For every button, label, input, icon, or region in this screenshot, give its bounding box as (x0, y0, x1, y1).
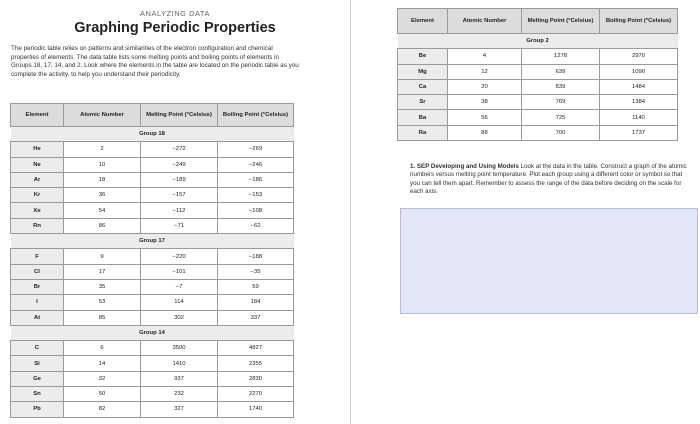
cell-melting-point: 769 (522, 95, 600, 110)
table-row (11, 172, 294, 187)
table-header-row (11, 104, 294, 127)
table-row (398, 49, 678, 64)
cell-melting-point: 839 (522, 79, 600, 94)
cell-boiling-point: 1384 (600, 95, 678, 110)
cell-element: Kr (11, 188, 64, 203)
cell-element: Xe (11, 203, 64, 218)
cell-boiling-point: 1737 (600, 125, 678, 140)
cell-melting-point: 700 (522, 125, 600, 140)
intro-paragraph: The periodic table relies on patterns and similarities of the electron configuration and chemical properties of elements. The data table lists some melting points and boiling points of elements in Groups 18, 17, 14, and 2. Look where the elements in the table are located on the periodic table as you complete the activity, to help you understand their periodicity. (11, 45, 299, 78)
header-boiling-point: Boiling Point (°Celsius) (600, 9, 678, 34)
question-number: 1. (410, 163, 416, 170)
table-row (398, 95, 678, 110)
cell-atomic-number: 20 (448, 79, 522, 94)
cell-melting-point: −272 (141, 142, 218, 157)
cell-atomic-number: 53 (64, 295, 141, 310)
header-atomic-number: Atomic Number (64, 104, 141, 127)
cell-element: Rn (11, 218, 64, 233)
header-atomic-number: Atomic Number (448, 9, 522, 34)
cell-atomic-number: 9 (64, 249, 141, 264)
header-element: Element (11, 104, 64, 127)
cell-atomic-number: 88 (448, 125, 522, 140)
header-melting-point: Melting Point (°Celsius) (522, 9, 600, 34)
cell-boiling-point: 4827 (218, 341, 294, 356)
table-row (11, 249, 294, 264)
cell-atomic-number: 2 (64, 142, 141, 157)
table-row (11, 279, 294, 294)
cell-element: Sn (11, 387, 64, 402)
group-row (398, 34, 678, 49)
table-header-row (398, 9, 678, 34)
cell-melting-point: 114 (141, 295, 218, 310)
cell-atomic-number: 85 (64, 310, 141, 325)
table-row (11, 157, 294, 172)
cell-melting-point: 3500 (141, 341, 218, 356)
element-data-table-continued (397, 8, 678, 141)
question-1 (410, 163, 692, 197)
cell-melting-point: 327 (141, 402, 218, 417)
cell-element: Ne (11, 157, 64, 172)
table-row (11, 203, 294, 218)
cell-atomic-number: 86 (64, 218, 141, 233)
cell-boiling-point: −186 (218, 172, 294, 187)
cell-melting-point: −189 (141, 172, 218, 187)
right-page (352, 0, 700, 424)
cell-boiling-point: 2355 (218, 356, 294, 371)
cell-boiling-point: −108 (218, 203, 294, 218)
table-row (398, 79, 678, 94)
table-row (11, 142, 294, 157)
cell-element: I (11, 295, 64, 310)
cell-boiling-point: −153 (218, 188, 294, 203)
cell-boiling-point: 1140 (600, 110, 678, 125)
cell-element: Br (11, 279, 64, 294)
cell-element: Ge (11, 371, 64, 386)
group-row (11, 127, 294, 142)
cell-melting-point: 302 (141, 310, 218, 325)
page-title: Graphing Periodic Properties (74, 20, 276, 36)
cell-element: He (11, 142, 64, 157)
cell-melting-point: 639 (522, 64, 600, 79)
cell-atomic-number: 82 (64, 402, 141, 417)
table-row (11, 264, 294, 279)
cell-element: F (11, 249, 64, 264)
cell-atomic-number: 50 (64, 387, 141, 402)
cell-boiling-point: 2270 (218, 387, 294, 402)
table-row (11, 310, 294, 325)
table-row (11, 218, 294, 233)
cell-atomic-number: 12 (448, 64, 522, 79)
cell-boiling-point: 2830 (218, 371, 294, 386)
cell-boiling-point: −188 (218, 249, 294, 264)
cell-boiling-point: 59 (218, 279, 294, 294)
cell-element: Cl (11, 264, 64, 279)
cell-boiling-point: 1484 (600, 79, 678, 94)
cell-element: Ba (398, 110, 448, 125)
cell-element: Sr (398, 95, 448, 110)
cell-melting-point: 1410 (141, 356, 218, 371)
cell-element: Ra (398, 125, 448, 140)
cell-atomic-number: 17 (64, 264, 141, 279)
cell-melting-point: −220 (141, 249, 218, 264)
cell-element: Be (398, 49, 448, 64)
table-row (11, 402, 294, 417)
element-data-table (10, 103, 294, 418)
question-lead: SEP Developing and Using Models (416, 163, 519, 170)
table-row (11, 356, 294, 371)
cell-boiling-point: 184 (218, 295, 294, 310)
group-row (11, 325, 294, 340)
cell-boiling-point: 337 (218, 310, 294, 325)
cell-atomic-number: 38 (448, 95, 522, 110)
cell-boiling-point: 2970 (600, 49, 678, 64)
table-row (398, 125, 678, 140)
cell-atomic-number: 32 (64, 371, 141, 386)
cell-atomic-number: 10 (64, 157, 141, 172)
cell-melting-point: −112 (141, 203, 218, 218)
cell-atomic-number: 54 (64, 203, 141, 218)
cell-element: Ca (398, 79, 448, 94)
cell-atomic-number: 4 (448, 49, 522, 64)
cell-atomic-number: 36 (64, 188, 141, 203)
cell-melting-point: −7 (141, 279, 218, 294)
cell-melting-point: 232 (141, 387, 218, 402)
table-row (11, 295, 294, 310)
cell-boiling-point: −62 (218, 218, 294, 233)
cell-melting-point: −101 (141, 264, 218, 279)
cell-boiling-point: 1090 (600, 64, 678, 79)
table-row (398, 64, 678, 79)
header-element: Element (398, 9, 448, 34)
cell-element: At (11, 310, 64, 325)
group-label: Group 14 (11, 325, 294, 340)
cell-melting-point: 1278 (522, 49, 600, 64)
page-divider (350, 0, 351, 424)
cell-melting-point: 937 (141, 371, 218, 386)
cell-atomic-number: 6 (64, 341, 141, 356)
header-boiling-point: Boiling Point (°Celsius) (218, 104, 294, 127)
question-text: Look at the data in the table. Construct a graph of the atomic numbers versus melting point temperature. Plot each group using a different color or symbol so that you can tell them apart. Remember to assess the range of the data before deciding on the scale for each axis. (410, 163, 687, 196)
cell-melting-point: 725 (522, 110, 600, 125)
cell-element: Mg (398, 64, 448, 79)
cell-atomic-number: 35 (64, 279, 141, 294)
cell-melting-point: −71 (141, 218, 218, 233)
cell-melting-point: −249 (141, 157, 218, 172)
header-melting-point: Melting Point (°Celsius) (141, 104, 218, 127)
table-row (11, 341, 294, 356)
answer-box[interactable] (400, 208, 698, 314)
cell-boiling-point: −35 (218, 264, 294, 279)
cell-element: C (11, 341, 64, 356)
group-label: Group 2 (398, 34, 678, 49)
table-row (11, 387, 294, 402)
cell-atomic-number: 56 (448, 110, 522, 125)
cell-atomic-number: 14 (64, 356, 141, 371)
cell-element: Pb (11, 402, 64, 417)
cell-boiling-point: −246 (218, 157, 294, 172)
group-label: Group 18 (11, 127, 294, 142)
table-row (11, 188, 294, 203)
group-label: Group 17 (11, 234, 294, 249)
cell-boiling-point: −269 (218, 142, 294, 157)
cell-melting-point: −157 (141, 188, 218, 203)
section-kicker: ANALYZING DATA (140, 9, 210, 18)
cell-element: Ar (11, 172, 64, 187)
cell-atomic-number: 18 (64, 172, 141, 187)
table-row (398, 110, 678, 125)
group-row (11, 234, 294, 249)
table-row (11, 371, 294, 386)
cell-element: Si (11, 356, 64, 371)
cell-boiling-point: 1740 (218, 402, 294, 417)
